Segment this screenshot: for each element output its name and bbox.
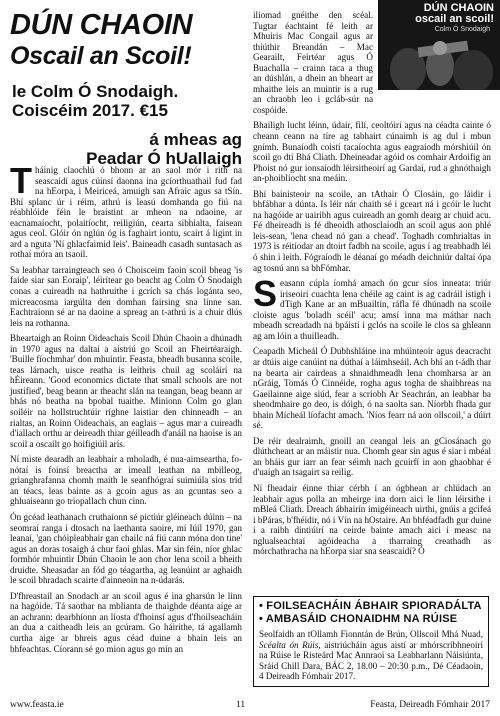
paragraph: Bhailigh lucht léinn, údair, filí, ceoltóirí agus na céadta cainte ó cheann ceann na tíre ag tabhairt cúnaimh is ag dul i mbun gnímh. Bunaíodh coistí tacaíochta agus eagraíodh mórshiúil ón scoil go dtí Bhá Cliath. Dheineadar agóid os comhair Ardoifig an Phoist nó gur ionsaíodh léirsitheoirí ag Gardaí, rud a ghnóthaigh an-phoiblíocht sna meáin. [253, 120, 491, 184]
notice-text: Seolfaidh an tOllamh Fionntán de Brún, Ollscoil Mhá Nuad, [259, 629, 483, 639]
left-body-column [10, 160, 242, 659]
notice-book-title: Scéalta ón Rúis [259, 639, 319, 650]
reviewer-name: Peadar Ó hUallaigh [86, 149, 242, 168]
notice-heading-2: • AMBASÁID CHONAIDHM NA RÚISE [259, 613, 458, 625]
book-author: le Colm Ó Snodaigh. [12, 82, 179, 101]
book-publisher-price: Coiscéim 2017. €15 [12, 101, 168, 120]
article-title: DÚN CHAOIN [10, 9, 193, 41]
notice-body [259, 629, 483, 682]
paragraph: Bheartaigh an Roinn Oideachais Scoil Dhún Chaoin a dhúnadh in 1970 agus na daltaí a aistriú go Scoil an Fheirtéaraigh. 'Buille fíochmhar' don mhuintir. Feasta, bheadh busanna scoile, teas lárnach, uisce reatha is leithris chuil ag scoláirí na hÉireann. 'Good economics dictate that small schools are not justified', beag beann ar theacht slán na teangan, beag beann ar bhás nó beatha na bpobal tuaithe. Minionn Colm go glan soiléir na hollstruchtúir ríghne laistiar den chinneadh – an rialtas, an Roinn Oideachais, an eaglais – agus mar a cuireadh d'iallach orthu ar deireadh thiar géilleadh d'anáil na haoise is an scoil a oscailt go hoifigiúil arís. [10, 333, 242, 449]
paragraph: Ní miste dearadh an leabhair a mholadh, é nua-aimseartha, fo-nótaí is foinsí breactha ar imeall leathan na mbilleog, grianghrafanna chomh maith le seanfhógraí suimiúla sios tríd an téacs, leas bainte as a gcoin agus as an gcuntas seo a ghluaiseann go triopallach chun cinn. [10, 454, 242, 507]
issue-label: Feasta, Deireadh Fómhair 2017 [370, 700, 490, 710]
reviewer-credit [10, 130, 242, 168]
right-body-column [253, 10, 491, 562]
paragraph: Ón gcéad leathanach cruthaíonn sé pictiúr gléineach dúinn – na seomraí ranga í dtosach na laethanta saoire, mí Iúil 1970, gan leanaí, 'gan chóipleabhair gan chailc ná fiú cann móna don tine' agus an doras tosaigh á chur faoi ghlas. Mar sin féin, níor ghlac formhór mhuintir Dhún Chaoin le aon chor lena scoil a bheith druidte. Sheasadar an fód go téagartha, ag leanúint ar aghaidh le scoil bhradach scairte d'ainneoin na n-údarás. [10, 511, 242, 586]
paragraph: Sa leabhar tarraingteach seo ó Choisceim faoin scoil bheag 'is faide siar san Eoraip', léirítear go beacht ag Colm Ó Snodaigh conas a cuireadh na hathruithe i gcrích sa chás logánta seo, micreacosma iargúlta den domhan fairsing sna línne san. Eachtraíonn sé ar na daoine a spreag an t-athrú is a chuir dlús leis na rothanna. [10, 264, 242, 328]
book-details [12, 82, 242, 120]
paragraph-text: háinig claochlú ó bhonn ar an saol mór i rith na seascaidí agus cúinsí daonna ina gcíorthuathail fud fad na hEorpa, i Meiriceá, amuigh san Afraic agus sa tSín. Bhí splanc úr i réim, athrú is leasú domhanda go fiú na réabhlóide féin le braistint ar mheon na ndaoine, ar eacnamaíocht, polaitíocht, reiligiún, cearta sibhialta, faisean agus ceol. Glóir ón nglún óg is faghairt iontu, scairt á ligint in ard a nguta 'Ní ghlacfaimid leis'. Baineadh casadh suntasach as rothaí móra an tsaoil. [10, 165, 242, 260]
event-notice-box [253, 596, 489, 687]
article-subtitle: Oscail an Scoil! [10, 42, 192, 70]
article-header [10, 10, 242, 168]
notice-heading-1: • FOILSEACHÁIN ÁBHAIR SPIORADÁLTA [259, 600, 482, 612]
paragraph: Ceapadh Mícheál Ó Dubhshláine ina mhúinteoir agus deacracht ar dtúis aige canúint na dúthaí a láimhseáil. Ach bhí an t-ádh thar na bearta air cairdeas a shnaidhmeadh lena chomharsa ar an nGráig, Tomás Ó Cinnéide, rogha agus togha de shaibhreas na Gaeilainne aige siúd, fear a scríobh Ar Seachrán, an leabhar ba sheodmhaire go deo, is dóigh, ó na saolta san. Níorbh fhada gur bhain Mícheál líofacht amach. 'Níos fearr ná aon ollscoil,' a dúirt sé. [253, 346, 491, 431]
paragraph-text: iliomad gnéithe den scéal. Tugtar éachtaint fé leith ar Mhuiris Mac Congail agus ar thiúthir Breandán – Mac Gearailt, Feirtéar agus Ó Buachalla – crainn taca a thug an dúshlán, a dhein an bheart ar mhaithe leis an muintir is a rug an chraobh leo i gcláb-súr na cospóide. [253, 10, 373, 115]
notice-text: , aistriúcháin agus aistí ar mhórscríbhneoirí na Rúise le Risteárd Mac Annraoi sa Leabharlann Náisiúnta, Sráid Chill Dara, BÁC 2, 18.00 – 20:30 p.m., Dé Céadaoin, 4 Deireadh Fómhair 2017. [259, 639, 483, 682]
paragraph: Ní fheadair éinne thiar cérbh í an ógbhean ar chlúdach an leabhair agus polla an mheirge ina dorn aici le linn léirsithe i mBleá Cliath. Dreach ábhairín imigéineach uirthi, gnúis a gcifeá i bPáras, b'fhéidir, nó i Vín na hOstaire. An bhféadfadh gur duine í a raibh dintiúirí na ceirde bainte amach aici i measc na nglualseachtaí agóideacha a tharraing creathadh as mórchathracha na hEorpa siar sna seascaidí? Ó [253, 482, 491, 557]
paragraph: De réir dealraimh, gnoill an ceangal leis an gCiosánach go dlúthcheart ar an máistir nua. Chomh gear sin agus é siar i mbéal an bháis gur iarr an fear séimh nach gcuirfí in aon ghaobhar é d'uaigh an tsagairt sa reilig. [253, 435, 491, 478]
reviewer-intro: á mheas ag [149, 130, 242, 149]
website-link[interactable]: www.feasta.ie [10, 700, 64, 710]
drop-cap: S [253, 273, 278, 315]
cover-author: Colm Ó Snodaigh [434, 26, 490, 33]
paragraph [253, 273, 491, 341]
paragraph-text: easann cúpla íomhá amach ón gcur síos inneata: triúr iriseoirí cuachta lena chéile ag caint is ag cadráil istigh i dTigh Kane ar an mBuailtín, ráfla fé dhúnadh na scoile cloiste agus 'boladh scéil' acu; amsí inna ma máthar nach mbeadh screadadh na bpáistí i gclós na scoile le clos sa ghleann ag am lóin a thuilleadh. [253, 278, 491, 341]
paragraph: Bhí bainisteoir na scoile, an tAthair Ó Closáin, go láidir i bhfábhar a dúnta. Is léir nár chaith sé i gceart ná i gcóir le lucht na hagóide ar uairibh agus cuireadh an gomh dearg ar chuid acu. Fé dheireadh is fé dheoidh athosclaíodh an scoil agus aon phlé leis-sean, 'lena chead nó gan a chead'. Toghadh comhrialtas in 1973 is réitíodar an dtoirt fadbh na scoile, agus í ag treabhadh léi ó shin i leith. Fógraíodh le déanaí go méadh deichniúr daltaí ópa ag tosnú ann sa bhFómhar. [253, 188, 491, 273]
cover-subtitle: oscail an scoil! [415, 13, 494, 25]
paragraph [10, 160, 242, 260]
cover-title: DÚN CHAOIN [423, 2, 494, 14]
page-number: 11 [236, 700, 246, 710]
paragraph: D'fhreastail an Snodach ar an scoil agus é ina gharsún le linn na hagóide. Tá saothar na mblianta de thaighde déanta aige ar an achrann: dearbhíonn an líosta d'fhoinsí agus d'fhoilseacháin an dua a caitheadh leis an gcúram. Go háirithe, tá agallamh curtha aige ar bhreis agus céad duine a bhain leis an bhfeachtas. Cíorann sé go mion agus go mín an [10, 590, 242, 654]
drop-cap: T [10, 160, 32, 201]
paragraph [253, 10, 373, 115]
